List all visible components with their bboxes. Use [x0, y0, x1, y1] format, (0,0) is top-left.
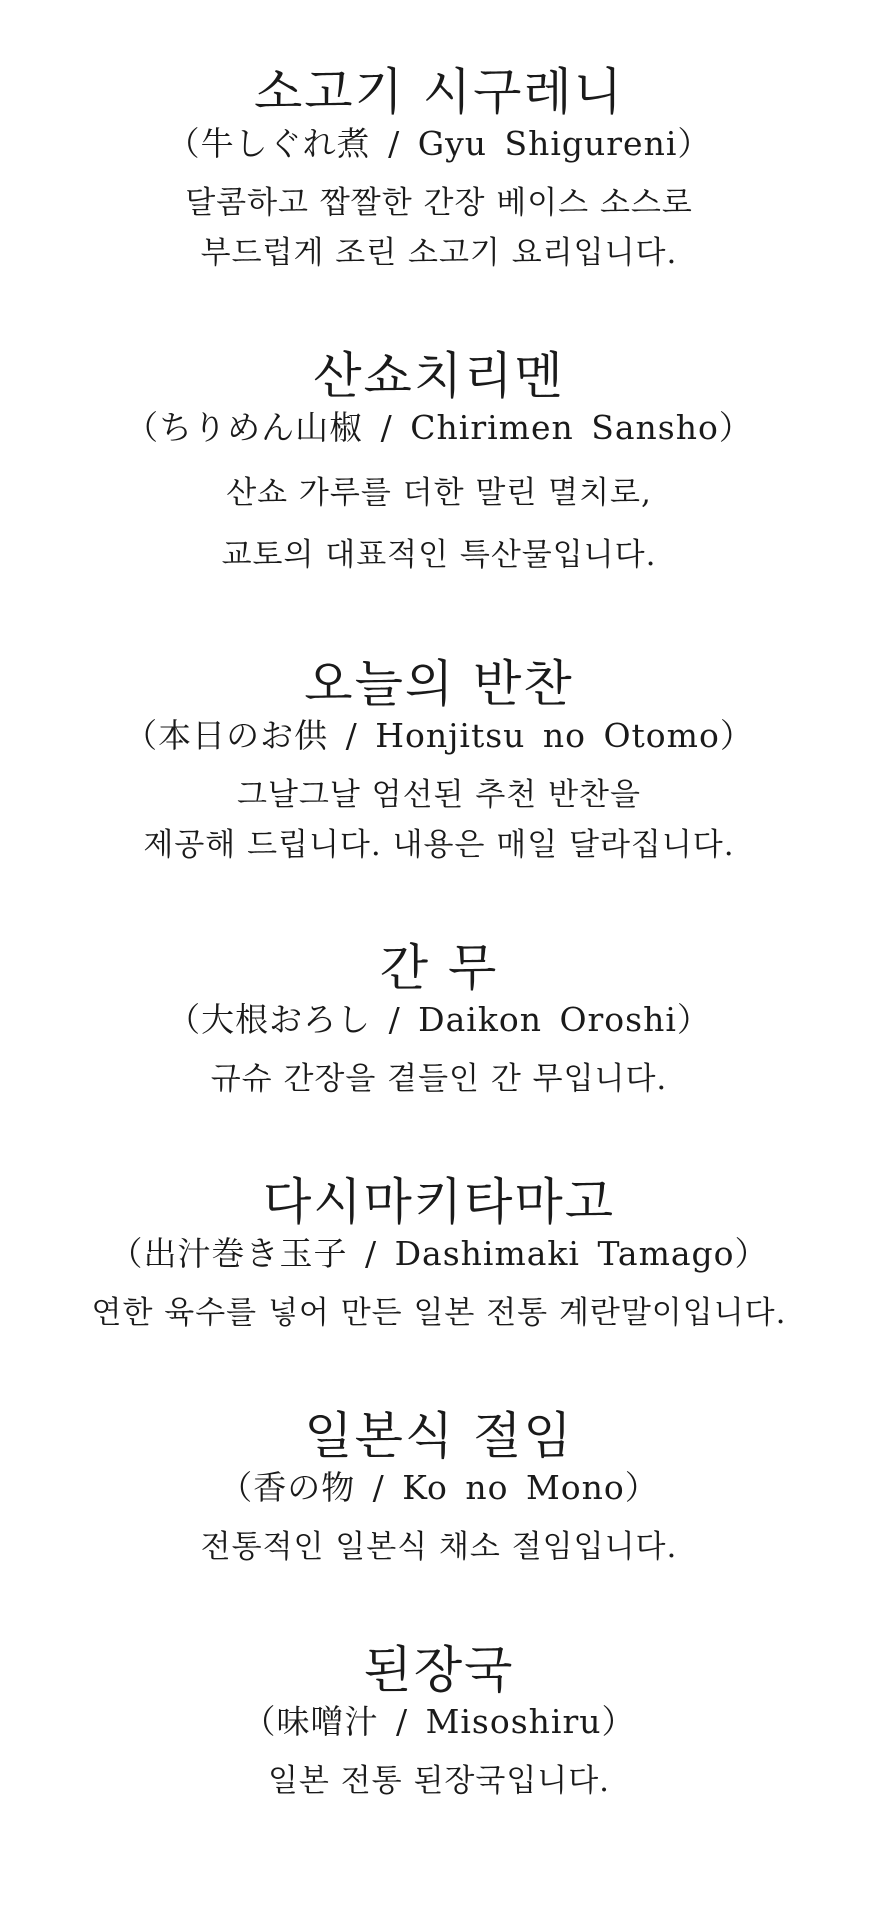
menu-item-description-line: 일본 전통 된장국입니다. [267, 1763, 611, 1799]
menu-item-subtitle: （牛しぐれ煮 / Gyu Shigureni） [166, 124, 712, 163]
menu-item-description-line: 제공해 드립니다. 내용은 매일 달라집니다. [143, 827, 735, 863]
menu-item-subtitle: （ちりめん山椒 / Chirimen Sansho） [125, 408, 753, 447]
menu-item-gyu-shigureni [0, 62, 878, 278]
menu-item-name: 일본식 절임 [304, 1407, 574, 1465]
menu-item-name: 다시마키타마고 [262, 1173, 616, 1231]
menu-item-honjitsu-no-otomo [0, 654, 878, 870]
menu-item-name: 산쇼치리멘 [313, 347, 565, 405]
menu-item-ko-no-mono [0, 1406, 878, 1572]
menu-item-subtitle: （本日のお供 / Honjitsu no Otomo） [124, 716, 754, 755]
menu-item-name: 된장국 [363, 1641, 515, 1699]
menu-item-dashimaki-tamago [0, 1172, 878, 1338]
menu-item-name: 간 무 [379, 939, 499, 997]
menu-item-daikon-oroshi [0, 938, 878, 1104]
menu-item-name: 소고기 시구레니 [254, 63, 624, 121]
menu-item-description-line: 부드럽게 조린 소고기 요리입니다. [200, 235, 678, 271]
menu-item-description-line: 전통적인 일본식 채소 절임입니다. [200, 1529, 678, 1565]
menu-item-subtitle: （香の物 / Ko no Mono） [219, 1468, 659, 1507]
menu-item-subtitle: （出汁巻き玉子 / Dashimaki Tamago） [109, 1234, 769, 1273]
menu-item-description-line: 교토의 대표적인 특산물입니다. [221, 537, 657, 573]
menu-item-subtitle: （大根おろし / Daikon Oroshi） [167, 1000, 711, 1039]
menu-item-description-line: 연한 육수를 넣어 만든 일본 전통 계란말이입니다. [91, 1295, 787, 1331]
menu-item-description-line: 산쇼 가루를 더한 말린 멸치로, [226, 475, 652, 511]
menu-item-description-line: 달콤하고 짭짤한 간장 베이스 소스로 [185, 185, 693, 221]
menu-item-description-line: 규슈 간장을 곁들인 간 무입니다. [210, 1061, 668, 1097]
menu-item-description-line: 그날그날 엄선된 추천 반찬을 [237, 777, 641, 813]
menu-item-misoshiru [0, 1640, 878, 1806]
menu-item-name: 오늘의 반찬 [304, 655, 574, 713]
menu-item-subtitle: （味噌汁 / Misoshiru） [242, 1702, 636, 1741]
menu-item-chirimen-sansho [0, 346, 878, 586]
